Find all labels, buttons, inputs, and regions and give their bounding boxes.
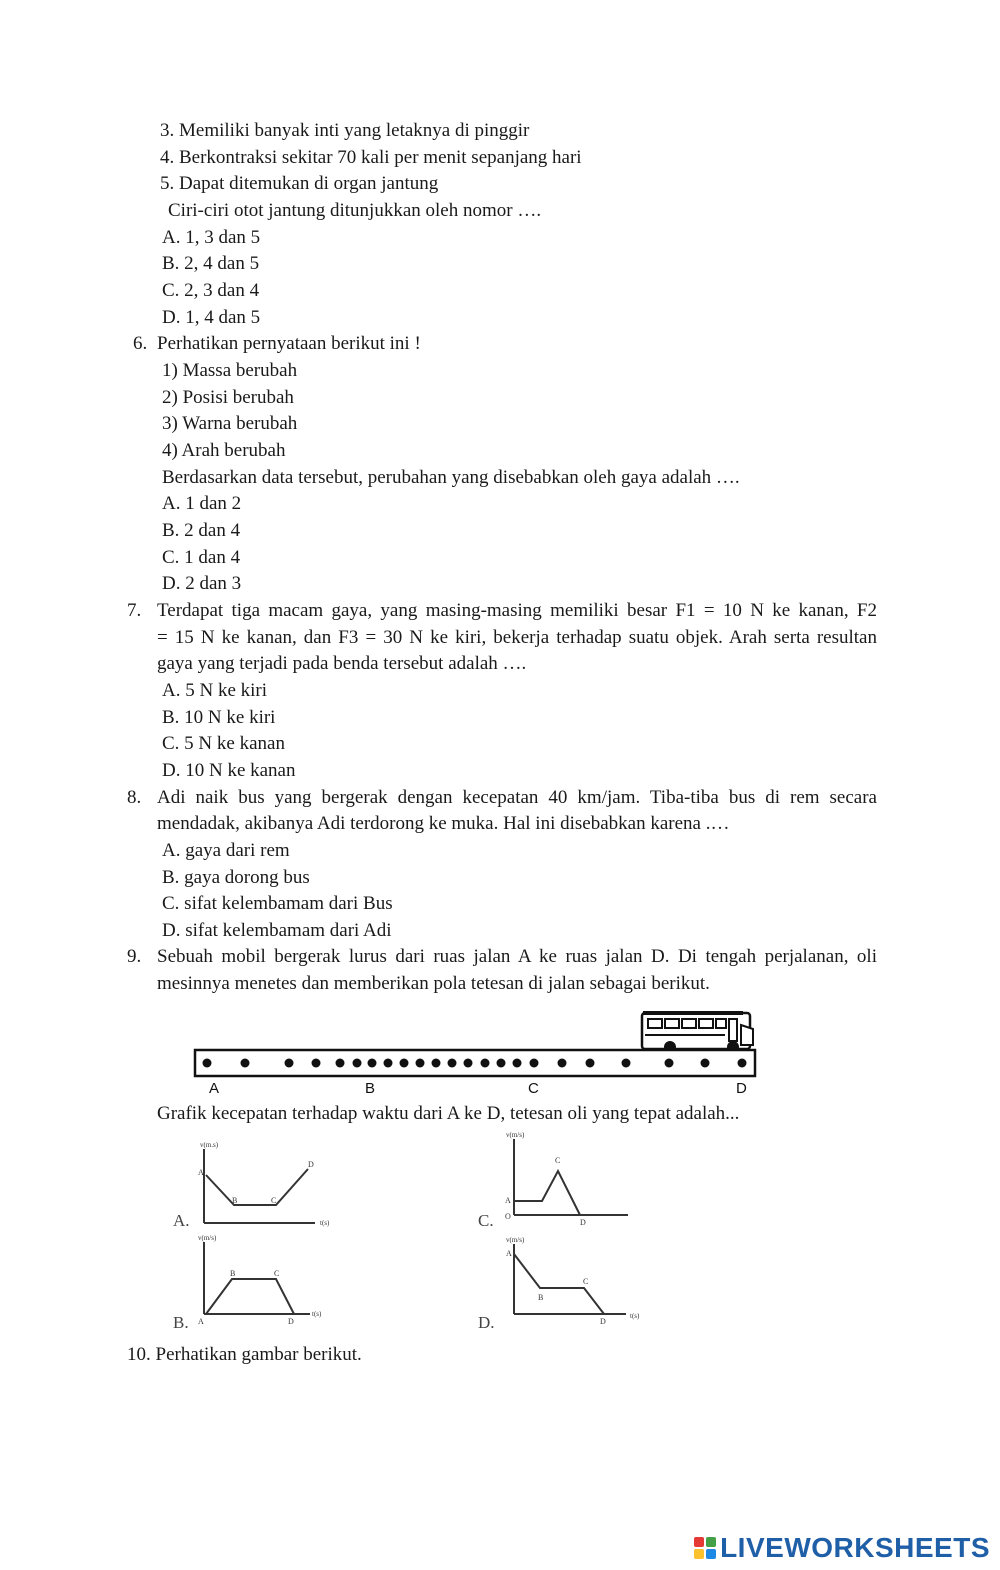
q8-number: 8. <box>127 787 142 808</box>
q7-option-d[interactable]: D. 10 N ke kanan <box>162 760 296 781</box>
q5-prompt: Ciri-ciri otot jantung ditunjukkan oleh nomor …. <box>168 200 542 221</box>
liveworksheets-icon <box>694 1537 716 1559</box>
graph-a-xaxis-label: t(s) <box>320 1219 330 1227</box>
q6-option-b[interactable]: B. 2 dan 4 <box>162 520 241 541</box>
q6-option-d[interactable]: D. 2 dan 3 <box>162 573 242 594</box>
liveworksheets-brand-text: LIVEWORKSHEETS <box>720 1532 990 1563</box>
q5-item-4: 4. Berkontraksi sekitar 70 kali per menit sepanjang hari <box>160 147 582 168</box>
q8-text-line-1: Adi naik bus yang bergerak dengan kecepatan 40 km/jam. Tiba-tiba bus di rem secara <box>157 787 877 808</box>
road-label-c: C <box>528 1080 539 1097</box>
q8-option-b[interactable]: B. gaya dorong bus <box>162 867 310 888</box>
road-oil-drop-figure <box>185 1005 765 1100</box>
q7-number: 7. <box>127 600 142 621</box>
graph-a-point-a: A <box>198 1168 204 1177</box>
graph-b-point-a: A <box>198 1317 204 1326</box>
graph-label-c: C. <box>478 1211 494 1230</box>
q5-option-d[interactable]: D. 1, 4 dan 5 <box>162 307 261 328</box>
q8-text-line-2: mendadak, akibanya Adi terdorong ke muka. Hal ini disebabkan karena .… <box>157 813 730 834</box>
graph-c-yaxis-label: v(m/s) <box>506 1131 525 1139</box>
q8-option-c[interactable]: C. sifat kelembamam dari Bus <box>162 893 393 914</box>
q9-prompt: Grafik kecepatan terhadap waktu dari A ke D, tetesan oli yang tepat adalah... <box>157 1103 740 1124</box>
graph-c-point-d: D <box>580 1218 586 1227</box>
q5-item-3: 3. Memiliki banyak inti yang letaknya di pinggir <box>160 120 530 141</box>
road-label-a: A <box>209 1080 220 1097</box>
q8-option-a[interactable]: A. gaya dari rem <box>162 840 290 861</box>
q7-text-line-1: Terdapat tiga macam gaya, yang masing-masing memiliki besar F1 = 10 N ke kanan, F2 <box>157 600 877 621</box>
q7-option-c[interactable]: C. 5 N ke kanan <box>162 733 285 754</box>
bus-icon <box>642 1011 753 1053</box>
q7-text-line-3: gaya yang terjadi pada benda tersebut adalah …. <box>157 653 527 674</box>
graph-b-point-d: D <box>288 1317 294 1326</box>
graph-d-xaxis-label: t(s) <box>630 1312 640 1320</box>
q6-question: Perhatikan pernyataan berikut ini ! <box>157 333 421 354</box>
road-label-d: D <box>736 1080 747 1097</box>
q6-item-3: 3) Warna berubah <box>162 413 298 434</box>
graph-option-d[interactable] <box>500 1232 650 1332</box>
graph-d-point-b: B <box>538 1293 544 1302</box>
graph-c-point-o: O <box>505 1212 511 1221</box>
q5-option-b[interactable]: B. 2, 4 dan 5 <box>162 253 260 274</box>
q7-option-b[interactable]: B. 10 N ke kiri <box>162 707 276 728</box>
graph-label-a: A. <box>173 1211 190 1230</box>
graph-a-point-c: C <box>271 1196 277 1205</box>
liveworksheets-logo[interactable] <box>694 1532 990 1564</box>
q7-text-line-2: = 15 N ke kanan, dan F3 = 30 N ke kiri, bekerja terhadap suatu objek. Arah serta resultan <box>157 627 877 648</box>
q6-option-c[interactable]: C. 1 dan 4 <box>162 547 241 568</box>
graph-d-point-d: D <box>600 1317 606 1326</box>
graph-d-point-c: C <box>583 1277 589 1286</box>
q9-text-line-2: mesinnya menetes dan memberikan pola tetesan di jalan sebagai berikut. <box>157 973 710 994</box>
road-label-b: B <box>365 1080 376 1097</box>
q6-prompt: Berdasarkan data tersebut, perubahan yang disebabkan oleh gaya adalah …. <box>162 467 740 488</box>
graph-option-a[interactable] <box>170 1135 340 1235</box>
q5-option-a[interactable]: A. 1, 3 dan 5 <box>162 227 261 248</box>
graph-a-point-b: B <box>232 1196 238 1205</box>
graph-b-point-c: C <box>274 1269 280 1278</box>
q6-option-a[interactable]: A. 1 dan 2 <box>162 493 242 514</box>
q5-item-5: 5. Dapat ditemukan di organ jantung <box>160 173 439 194</box>
q6-number: 6. <box>133 333 148 354</box>
q8-option-d[interactable]: D. sifat kelembamam dari Adi <box>162 920 392 941</box>
q9-text-line-1: Sebuah mobil bergerak lurus dari ruas jalan A ke ruas jalan D. Di tengah perjalanan, oli <box>157 946 877 967</box>
graph-b-xaxis-label: t(s) <box>312 1310 322 1318</box>
graph-a-yaxis-label: v(m.s) <box>200 1141 219 1149</box>
graph-c-point-a: A <box>505 1196 511 1205</box>
q9-number: 9. <box>127 946 142 967</box>
q6-item-4: 4) Arah berubah <box>162 440 286 461</box>
graph-option-c[interactable] <box>500 1127 640 1232</box>
graph-label-d: D. <box>478 1313 495 1332</box>
graph-d-yaxis-label: v(m/s) <box>506 1236 525 1244</box>
graph-d-point-a: A <box>506 1249 512 1258</box>
graph-a-point-d: D <box>308 1160 314 1169</box>
graph-b-yaxis-label: v(m/s) <box>198 1234 217 1242</box>
q6-item-1: 1) Massa berubah <box>162 360 298 381</box>
q10-question: 10. Perhatikan gambar berikut. <box>127 1344 362 1365</box>
q6-item-2: 2) Posisi berubah <box>162 387 294 408</box>
q5-option-c[interactable]: C. 2, 3 dan 4 <box>162 280 260 301</box>
graph-c-point-c: C <box>555 1156 561 1165</box>
graph-label-b: B. <box>173 1313 189 1332</box>
q7-option-a[interactable]: A. 5 N ke kiri <box>162 680 268 701</box>
graph-b-point-b: B <box>230 1269 236 1278</box>
graph-option-b[interactable] <box>170 1232 340 1332</box>
